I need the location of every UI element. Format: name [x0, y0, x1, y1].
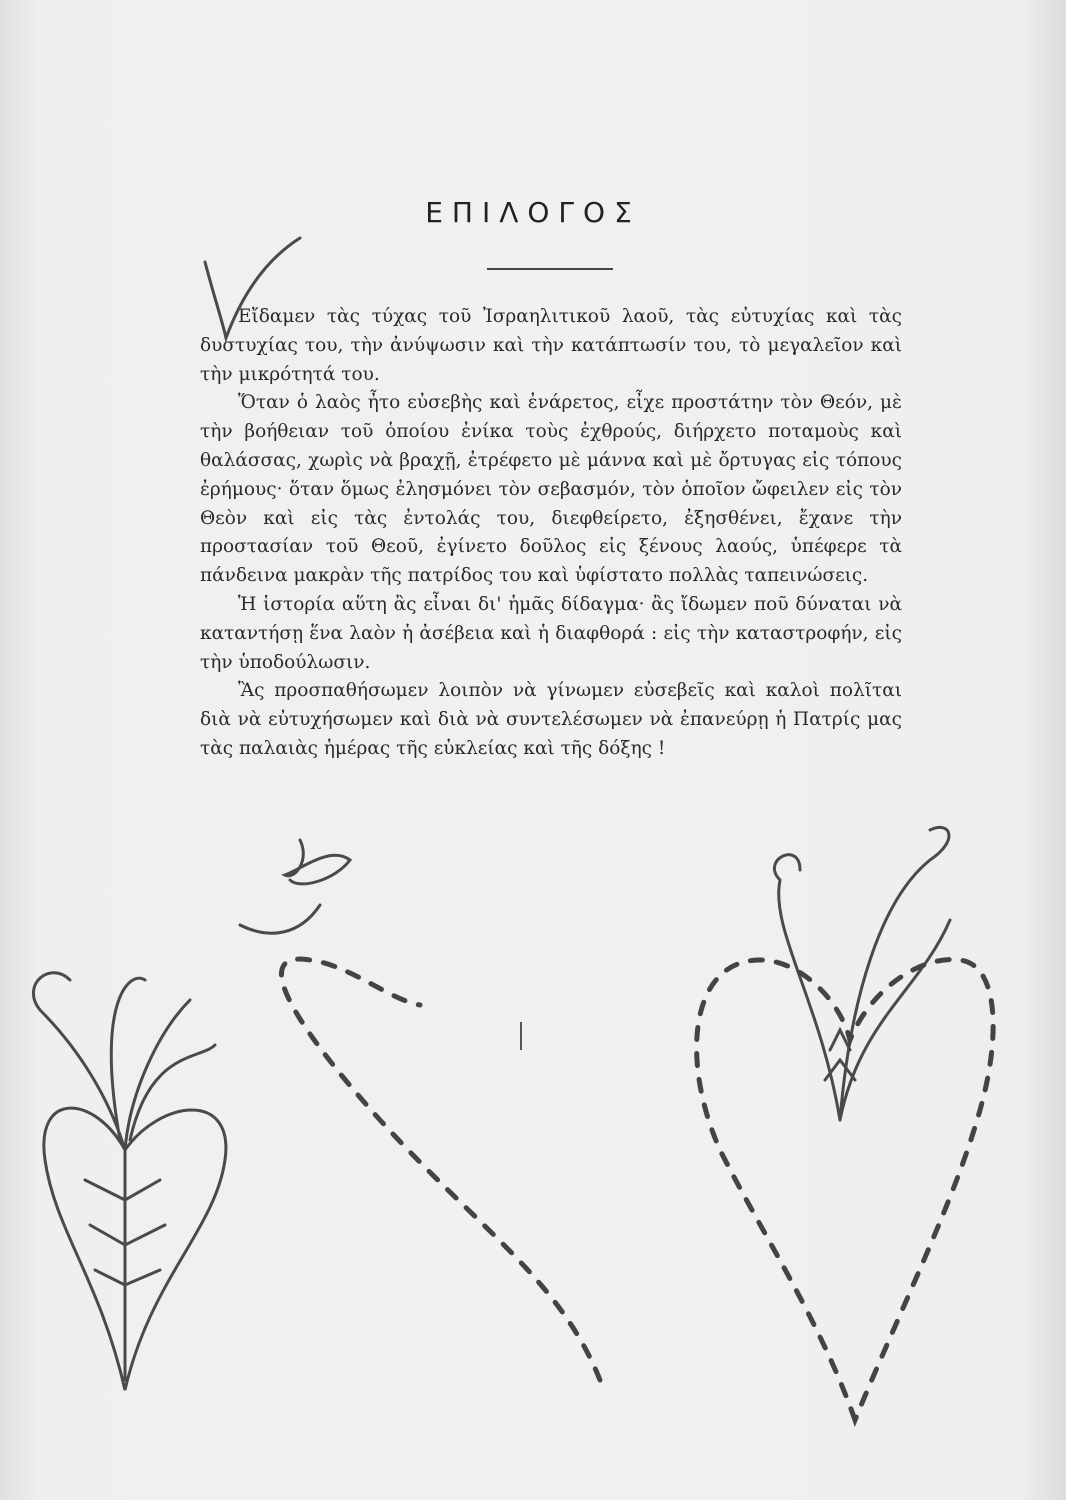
paragraph-2: Ὅταν ὁ λαὸς ἦτο εὐσεβὴς καὶ ἐνάρετος, εἶχε προστάτην τὸν Θεόν, μὲ τὴν βοήθειαν τοῦ ὁποίου ἐνίκα τοὺς ἐχθρούς, διήρχετο ποταμοὺς καὶ θαλάσσας, χωρὶς νὰ βραχῇ, ἐτρέφετο μὲ μάννα καὶ μὲ ὄρτυγας εἰς τόπους ἐρήμους· ὅταν ὅμως ἐλησμόνει τὸν σεβασμόν, τὸν ὁποῖον ὤφειλεν εἰς τὸν Θεὸν καὶ εἰς τὰς ἐντολάς του, διεφθείρετο, ἐξησθένει, ἔχανε τὴν προστασίαν τοῦ Θεοῦ, ἐγίνετο δοῦλος εἰς ξένους λαούς, ὑπέφερε τὰ πάνδεινα μακρὰν τῆς πατρίδος του καὶ ὑφίστατο πολλὰς ταπεινώσεις.	[200, 392, 902, 587]
left-heart-icon	[44, 1108, 226, 1390]
paragraph-3: Ἡ ἱστορία αὕτη ἂς εἶναι δι' ἡμᾶς δίδαγμα· ἂς ἴδωμεν ποῦ δύναται νὰ καταντήσῃ ἕνα λαὸν ἡ ἀσέβεια καὶ ἡ διαφθορά : εἰς τὴν καταστροφήν, εἰς τὴν ὑποδούλωσιν.	[200, 593, 902, 673]
right-dashed-heart	[697, 960, 994, 1420]
check-mark-icon	[205, 238, 300, 338]
paragraph-1: Εἴδαμεν τὰς τύχας τοῦ Ἰσραηλιτικοῦ λαοῦ, τὰς εὐτυχίας καὶ τὰς δυστυχίας του, τὴν ἀνύψωσιν καὶ τὴν κατάπτωσίν του, τὸ μεγαλεῖον καὶ τὴν μικρότητά του.	[200, 306, 902, 385]
page-title: ΕΠΙΛΟΓΟΣ	[425, 196, 641, 229]
scribble-icon	[285, 840, 350, 884]
swoosh-icon	[240, 905, 320, 933]
center-dashed-heart	[281, 959, 600, 1380]
paragraph-4: Ἂς προσπαθήσωμεν λοιπὸν νὰ γίνωμεν εὐσεβεῖς καὶ καλοὶ πολῖται διὰ νὰ εὐτυχήσωμεν καὶ διὰ νὰ συντελέσωμεν νὰ ἐπανεύρῃ ἡ Πατρίς μας τὰς παλαιὰς ἡμέρας τῆς εὐκλείας καὶ τῆς δόξης !	[200, 680, 902, 759]
left-sprout-icon	[33, 973, 215, 1150]
